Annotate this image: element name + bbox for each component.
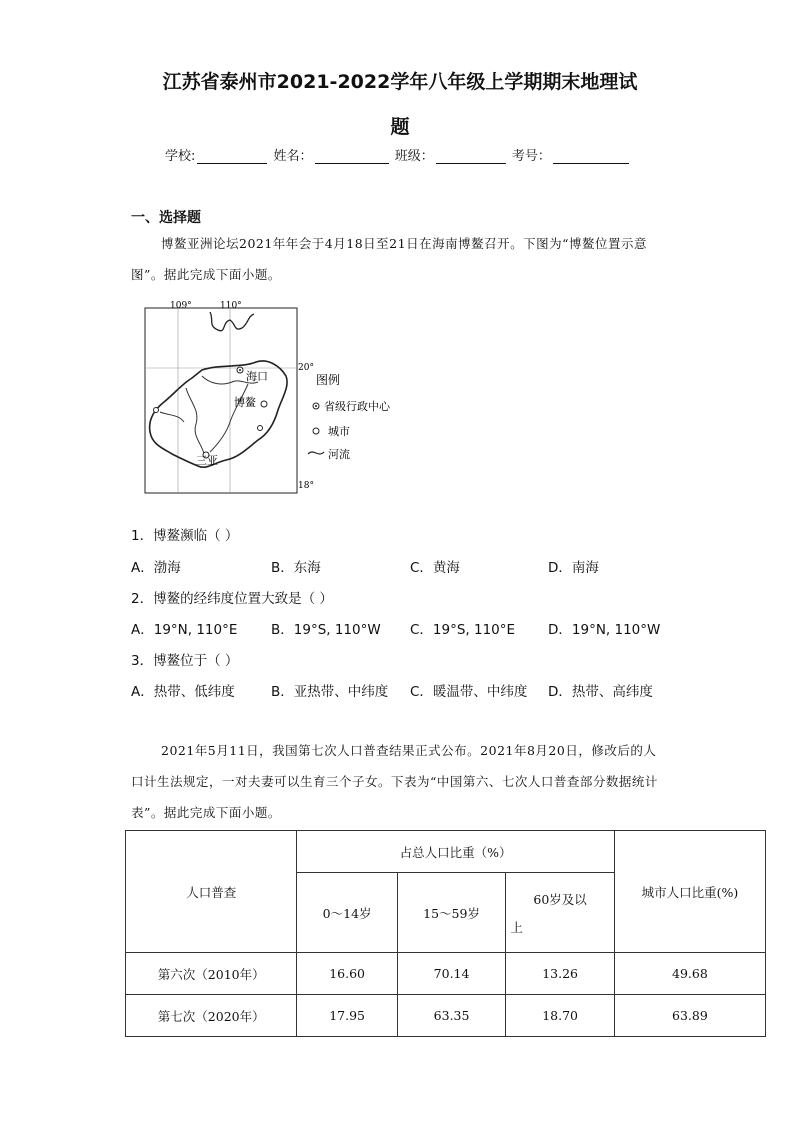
- city-marker: [258, 426, 263, 431]
- header-age-60-plus: [506, 873, 615, 953]
- row-value: 49.68: [614, 953, 765, 995]
- census-table: [125, 830, 766, 1037]
- q2-option-d[interactable]: D．19°N, 110°W: [548, 622, 661, 638]
- legend-river-label: 河流: [328, 448, 350, 461]
- q1-option-c[interactable]: C．黄海: [410, 560, 460, 576]
- name-field[interactable]: [315, 149, 389, 164]
- page-title-continued: 题: [390, 116, 410, 138]
- river-3: [186, 388, 204, 454]
- row-value: 18.70: [506, 995, 615, 1037]
- lat-label-18: 18°: [298, 481, 314, 491]
- q1-option-b[interactable]: B．东海: [271, 560, 321, 576]
- mainland-coast: [210, 312, 254, 331]
- class-field[interactable]: [436, 149, 506, 164]
- q3-option-d[interactable]: D．热带、高纬度: [548, 684, 653, 700]
- header-age-60-line1: 60岁及以: [533, 891, 587, 907]
- row-name: 第七次（2020年）: [126, 995, 297, 1037]
- lat-label-20: 20°: [298, 363, 314, 373]
- legend-city-icon: [313, 428, 319, 434]
- haikou-marker-dot: [239, 369, 241, 371]
- name-label: 姓名：: [273, 149, 313, 164]
- question-2: 2．博鳌的经纬度位置大致是（ ）: [131, 591, 333, 607]
- lon-label-109: 109°: [170, 301, 192, 311]
- student-info-line: [165, 145, 631, 164]
- table-row: [126, 953, 766, 995]
- q2-option-a[interactable]: A．19°N, 110°E: [131, 622, 238, 638]
- table-row: [126, 995, 766, 1037]
- class-label: 班级：: [394, 149, 434, 164]
- q2-option-b[interactable]: B．19°S, 110°W: [271, 622, 381, 638]
- row-value: 16.60: [297, 953, 397, 995]
- boao-marker: [261, 401, 267, 407]
- header-share: 占总人口比重（%）: [297, 831, 614, 873]
- legend-city-label: 城市: [328, 425, 350, 438]
- sanya-label: 三亚: [196, 454, 218, 467]
- id-label: 考号：: [511, 149, 551, 164]
- river-4: [160, 412, 184, 422]
- legend-capital-label: 省级行政中心: [324, 400, 390, 413]
- school-label: 学校:: [165, 149, 196, 164]
- header-age-0-14: 0～14岁: [297, 873, 397, 953]
- row-value: 63.35: [397, 995, 506, 1037]
- q3-option-a[interactable]: A．热带、低纬度: [131, 684, 235, 700]
- row-value: 17.95: [297, 995, 397, 1037]
- header-age-60-line2: 上: [510, 919, 523, 935]
- row-value: 13.26: [506, 953, 615, 995]
- question-3: 3．博鳌位于（ ）: [131, 653, 239, 669]
- row-value: 63.89: [614, 995, 765, 1037]
- lon-label-110: 110°: [220, 301, 242, 311]
- legend-title: 图例: [316, 373, 341, 387]
- section-heading: 一、选择题: [131, 210, 201, 226]
- boao-location-map: [130, 298, 410, 498]
- city-marker: [154, 408, 159, 413]
- river-2: [210, 384, 248, 452]
- legend-river-icon: [308, 452, 324, 454]
- header-age-15-59: 15～59岁: [397, 873, 506, 953]
- row-value: 70.14: [397, 953, 506, 995]
- q3-option-c[interactable]: C．暖温带、中纬度: [410, 684, 528, 700]
- intro-paragraph-2: 2021年5月11日，我国第七次人口普查结果正式公布。2021年8月20日，修改后的人口计生法规定，一对夫妻可以生育三个子女。下表为“中国第六、七次人口普查部分数据统计表”。据此完成下面小题。: [131, 743, 658, 820]
- question-1: 1．博鳌濒临（ ）: [131, 528, 239, 544]
- intro-paragraph-1: 博鳌亚洲论坛2021年年会于4月18日至21日在海南博鳌召开。下图为“博鳌位置示意图”。据此完成下面小题。: [131, 236, 647, 282]
- school-field[interactable]: [197, 149, 267, 164]
- page-title: 江苏省泰州市2021-2022学年八年级上学期期末地理试: [162, 71, 638, 93]
- header-census: 人口普查: [126, 831, 297, 953]
- map-frame: [145, 308, 297, 493]
- row-name: 第六次（2010年）: [126, 953, 297, 995]
- q2-option-c[interactable]: C．19°S, 110°E: [410, 622, 516, 638]
- id-field[interactable]: [553, 149, 629, 164]
- boao-label: 博鳌: [234, 396, 256, 409]
- q3-option-b[interactable]: B．亚热带、中纬度: [271, 684, 389, 700]
- haikou-label: 海口: [246, 370, 268, 383]
- q1-option-a[interactable]: A．渤海: [131, 560, 181, 576]
- q1-option-d[interactable]: D．南海: [548, 560, 599, 576]
- legend-capital-icon-dot: [315, 405, 317, 407]
- header-urban: 城市人口比重(%): [614, 831, 765, 953]
